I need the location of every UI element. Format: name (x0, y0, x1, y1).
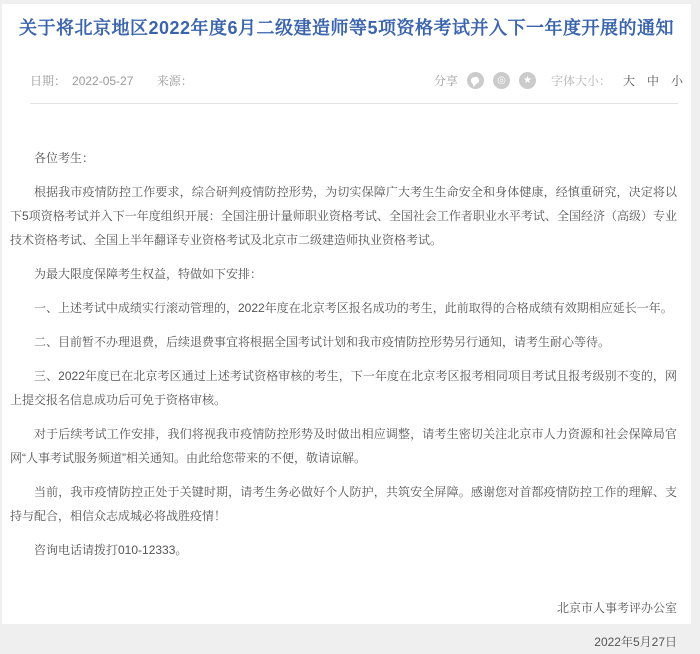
font-size-label: 字体大小： (550, 73, 611, 88)
star-glyph: ★ (522, 74, 532, 86)
share-label: 分享 (433, 73, 458, 88)
ring-glyph: ◎ (497, 74, 506, 86)
page-title: 关于将北京地区2022年度6月二级建造师等5项资格考试并入下一年度开展的通知 (18, 18, 675, 38)
font-size-large-button[interactable]: 大 (622, 73, 635, 88)
source-label: 来源： (156, 73, 193, 88)
meta-tools (434, 72, 683, 89)
issuing-office: 北京市人事考评办公室 (556, 601, 677, 615)
issue-date: 2022年5月27日 (594, 635, 677, 649)
share-star-icon[interactable] (519, 72, 536, 89)
paragraph-intro: 根据我市疫情防控工作要求，综合研判疫情防控形势，为切实保障广大考生生命安全和身体健康，经慎重研究，决定将以下5项资格考试并入下一年度组织开展：全国注册计量师职业资格考试、全国社会工作者职业水平考试、全国经济（高级）专业技术资格考试、全国上半年翻译专业资格考试及北京市二级建造师执业资格考试。 (10, 185, 677, 247)
paragraph-hotline: 咨询电话请拨打010-12333。 (34, 543, 188, 557)
paragraph-followup: 对于后续考试工作安排，我们将视我市疫情防控形势及时做出相应调整，请考生密切关注北京市人力资源和社会保障局官网“人事考试服务频道”相关通知。由此给您带来的不便，敬请谅解。 (10, 427, 677, 465)
share-ring-icon[interactable] (493, 72, 510, 89)
notice-panel (2, 4, 691, 649)
paragraph-item-1: 一、上述考试中成绩实行滚动管理的，2022年度在北京考区报名成功的考生，此前取得的合格成绩有效期相应延长一年。 (34, 301, 673, 315)
meta-bar (30, 70, 683, 90)
article-body (2, 104, 691, 562)
publish-date: 2022-05-27 (72, 73, 134, 88)
paragraph-arrangement-lead: 为最大限度保障考生权益，特做如下安排： (34, 267, 263, 281)
signature-block (2, 596, 691, 654)
date-label: 日期： (30, 73, 67, 88)
paragraph-item-3: 三、2022年度已在北京考区通过上述考试资格审核的考生，下一年度在北京考区报考相同项目考试且报考级别不变的，网上提交报名信息成功后可免于资格审核。 (10, 369, 677, 407)
paragraph-salutation: 各位考生： (34, 151, 95, 165)
share-bubble-icon[interactable] (467, 72, 484, 89)
bubble-glyph (471, 75, 481, 84)
paragraph-item-2: 二、目前暂不办理退费，后续退费事宜将根据全国考试计划和我市疫情防控形势另行通知，请考生耐心等待。 (34, 335, 611, 349)
meta-info (30, 72, 199, 89)
font-size-small-button[interactable]: 小 (670, 73, 683, 88)
paragraph-appeal: 当前，我市疫情防控正处于关键时期，请考生务必做好个人防护，共筑安全屏障。感谢您对首都疫情防控工作的理解、支持与配合，相信众志成城必将战胜疫情！ (10, 485, 677, 523)
font-size-medium-button[interactable]: 中 (646, 73, 659, 88)
